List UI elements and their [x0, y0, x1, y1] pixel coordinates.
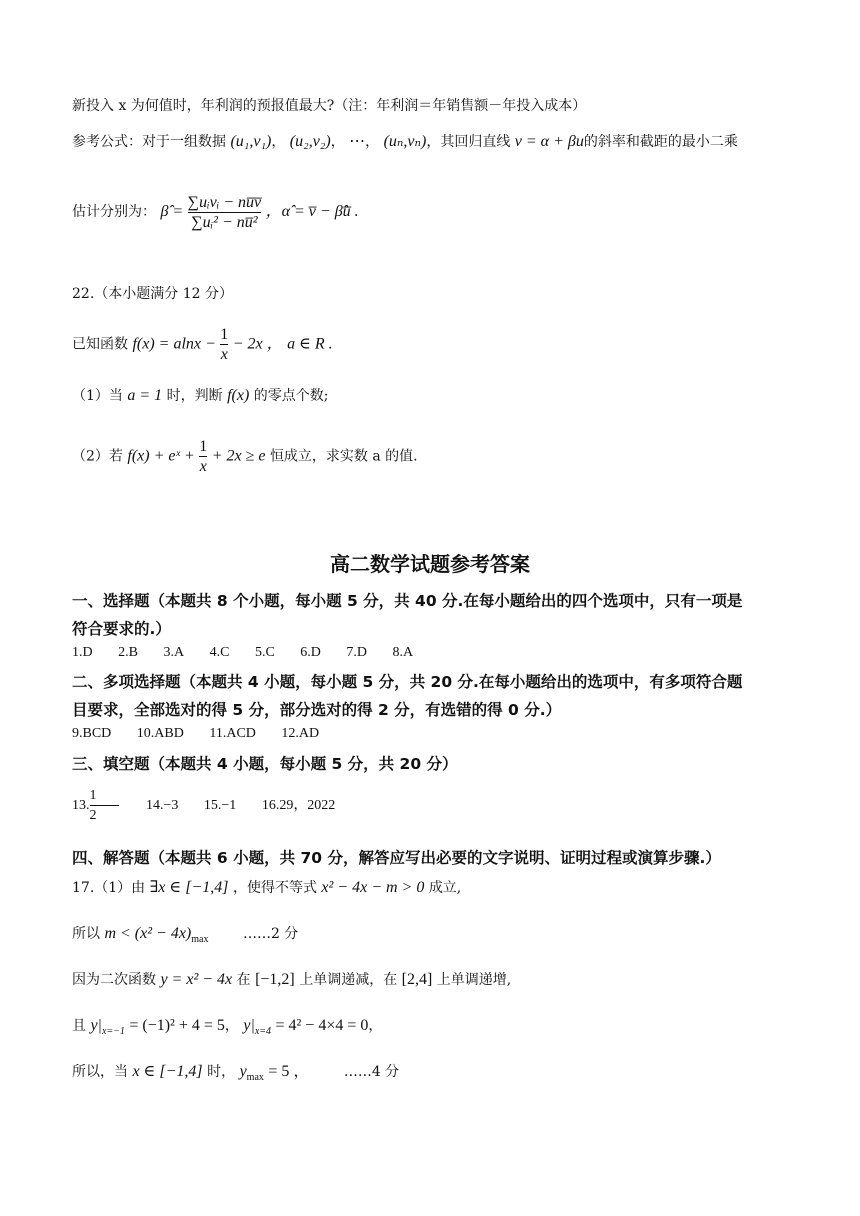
- beta-denominator: ∑uᵢ² − nu̅²: [191, 213, 258, 231]
- regression-line: v = α + βu: [514, 133, 584, 150]
- beta-fraction: [188, 194, 261, 231]
- solution-17-line-1: 17.（1）由 ∃x ∈ [−1,4] ，使得不等式 x² − 4x − m > 0 成立,: [72, 879, 462, 896]
- answer-15: 15.−1: [203, 798, 237, 813]
- section-4-heading: 四、解答题（本题共 6 小题，共 70 分，解答应写出必要的文字说明、证明过程或演算步骤.）: [72, 849, 721, 867]
- answer-11: 11.ACD: [209, 726, 256, 741]
- section-1-heading-line-2: 符合要求的.）: [72, 620, 171, 638]
- score-marker: ……2 分: [242, 926, 299, 942]
- answer-5: 5.C: [254, 645, 275, 660]
- section-2-heading-line-2: 目要求，全部选对的得 5 分，部分选对的得 2 分，有选错的得 0 分.）: [72, 701, 562, 719]
- data-pair-2: (u₂,v₂): [289, 133, 331, 150]
- solution-17-line-4: 且 $y|_{x=-1} = (-1)^2 + 4 = 5$， $y|_{x=4} = 4^2 - 4\times 4 = 0$，: [72, 1017, 383, 1037]
- answer-3: 3.A: [163, 645, 185, 660]
- answer-12: 12.AD: [281, 726, 320, 741]
- answer-2: 2.B: [118, 645, 138, 660]
- answer-9: 9.BCD: [72, 726, 112, 741]
- beta-hat: β̂ =: [160, 203, 184, 220]
- answer-13-fraction: $\frac{1}{2}$: [90, 787, 119, 824]
- data-pair-1: (u₁,v₁): [230, 133, 272, 150]
- answer-14: 14.−3: [146, 798, 179, 813]
- answer-key-title: 高二数学试题参考答案: [330, 552, 530, 576]
- section-1-answers: [72, 645, 435, 661]
- reference-formula-line: 参考公式：对于一组数据 (u₁,v₁)， (u₂,v₂)， ⋯， (uₙ,vₙ)，其回归直线 v = α + βu的斜率和截距的最小二乘: [72, 133, 738, 150]
- answer-1: 1.D: [72, 645, 93, 660]
- data-ellipsis: ⋯: [349, 133, 366, 150]
- answer-7: 7.D: [346, 645, 368, 660]
- question-22-title: 22.（本小题满分 12 分）: [72, 286, 233, 302]
- answer-6: 6.D: [300, 645, 321, 660]
- answer-16: 16.29，2022: [261, 798, 336, 813]
- alpha-hat: ，α̂ = v̅ − β̂u̅ .: [265, 203, 359, 220]
- section-1-heading-line-1: 一、选择题（本题共 8 个小题，每小题 5 分，共 40 分.在每小题给出的四个选项中，只有一项是: [72, 592, 743, 610]
- section-3-heading: 三、填空题（本题共 4 小题，每小题 5 分，共 20 分）: [72, 755, 458, 773]
- question-22-part-1: （1）当 a = 1 时，判断 f(x) 的零点个数;: [72, 387, 329, 404]
- one-over-x: $\frac{1}{x}$: [220, 326, 229, 363]
- question-22-function: 已知函数 f(x) = alnx − $\frac{1}{x}$ − 2x ， a ∈ R .: [72, 326, 333, 363]
- score-marker-2: ……4 分: [343, 1064, 400, 1080]
- answer-10: 10.ABD: [136, 726, 184, 741]
- section-2-answers: [72, 726, 341, 742]
- solution-17-line-5: 所以，当 x ∈ [−1,4] 时， $y_{max} = 5$ ， ……4 分: [72, 1063, 400, 1083]
- beta-numerator: ∑uᵢvᵢ − nu̅v̅: [187, 193, 262, 211]
- data-pair-n: (uₙ,vₙ): [383, 133, 427, 150]
- solution-17-line-3: 因为二次函数 y = x² − 4x 在 [−1,2] 上单调递减，在 [2,4] 上单调递增,: [72, 971, 512, 988]
- question-22-part-2: （2）若 f(x) + eˣ + $\frac{1}{x}$ + 2x ≥ e 恒成立，求实数 a 的值.: [72, 438, 418, 475]
- answer-8: 8.A: [392, 645, 414, 660]
- section-2-heading-line-1: 二、多项选择题（本题共 4 小题，每小题 5 分，共 20 分.在每小题给出的选项中，有多项符合题: [72, 673, 743, 691]
- estimate-formula: 估计分别为： β̂ = $\frac{\text{∑uᵢvᵢ − nu̅v̅}}{\text{∑uᵢ² − nu̅²}}$ ，α̂ = v̅ − β̂u̅ .: [72, 193, 359, 231]
- question-21-tail: 新投入 x 为何值时，年利润的预报值最大?（注：年利润＝年销售额－年投入成本）: [72, 98, 587, 114]
- solution-17-line-2: 所以 $m < (x^2 - 4x)_{max}$ ……2 分: [72, 925, 299, 945]
- one-over-x-2: $\frac{1}{x}$: [199, 438, 208, 475]
- section-3-answers: 13. $\frac{1}{2}$ 14.−3 15.−1 16.29，2022: [72, 788, 336, 824]
- answer-4: 4.C: [209, 645, 230, 660]
